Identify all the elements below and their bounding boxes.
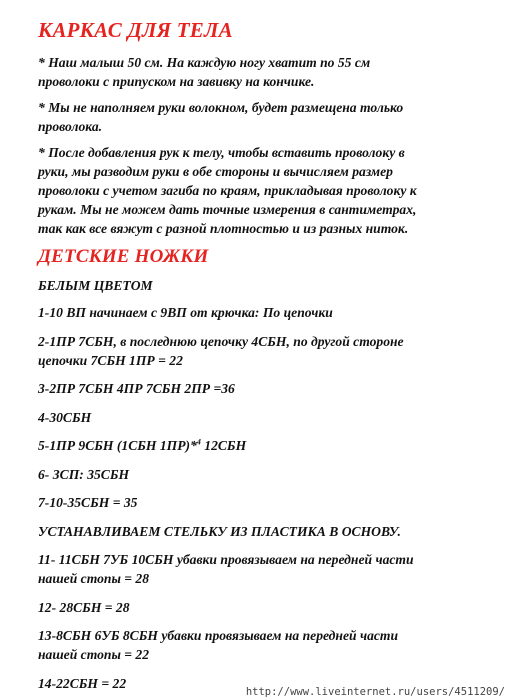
page-title: КАРКАС ДЛЯ ТЕЛА (38, 18, 233, 42)
pattern-row-12: 12- 28СБН = 28 (38, 599, 130, 615)
pattern-row-7: 7-10-35СБН = 35 (38, 495, 138, 510)
note-3-line-4: рукам. Мы не можем дать точные измерения в сантиметрах, (38, 202, 417, 217)
note-2 (38, 98, 493, 136)
pattern-row-5-end: 12СБН (200, 438, 247, 453)
pattern-row-11-line-1: 11- 11СБН 7УБ 10СБН убавки провязываем на передней части (38, 552, 414, 567)
watermark-url: http://www.liveinternet.ru/users/4511209/ (245, 686, 505, 698)
pattern-row-5-start: 5-1ПР 9СБН (1СБН 1ПР)* (38, 438, 197, 453)
section-title: ДЕТСКИЕ НОЖКИ (38, 246, 209, 267)
pattern-row-3: 3-2ПР 7СБН 4ПР 7СБН 2ПР =36 (38, 381, 235, 396)
pattern-row-6: 6- ЗСП: 35СБН (38, 466, 130, 482)
note-3-line-5: так как все вяжут с разной плотностью и из разных ниток. (38, 221, 409, 236)
note-2-line-1: * Мы не наполняем руки волокном, будет размещена только (38, 100, 404, 115)
note-3-line-3: проволоки с учетом загиба по краям, прикладывая проволоку к (38, 183, 417, 198)
pattern-row-14: 14-22СБН = 22 (38, 675, 127, 691)
note-3-line-2: руки, мы разводим руки в обе стороны и вычисляем размер (38, 164, 393, 179)
pattern-row-13-line-1: 13-8СБН 6УБ 8СБН убавки провязываем на передней части (38, 628, 399, 643)
pattern-row-5 (38, 436, 493, 455)
pattern-row-13 (38, 626, 493, 664)
note-1 (38, 53, 493, 91)
pattern-row-2 (38, 332, 493, 370)
pattern-row-2-line-1: 2-1ПР 7СБН, в последнюю цепочку 4СБН, по другой стороне (38, 333, 404, 349)
pattern-row-2-line-2: цепочки 7СБН 1ПР = 22 (38, 352, 183, 368)
note-3-line-1: * После добавления рук к телу, чтобы вставить проволоку в (38, 145, 405, 160)
pattern-row-11-line-2: нашей стопы = 28 (38, 571, 150, 586)
note-1-line-2: проволоки с припуском на завивку на кончике. (38, 74, 315, 89)
note-3 (38, 143, 493, 238)
note-2-line-2: проволока. (38, 119, 103, 134)
pattern-row-5-repeat: 4 (196, 437, 201, 447)
pattern-row-4: 4-30СБН (38, 409, 92, 425)
note-1-line-1: * Наш малыш 50 см. На каждую ногу хватит по 55 см (38, 55, 371, 70)
pattern-row-13-line-2: нашей стопы = 22 (38, 647, 150, 662)
insole-instruction: УСТАНАВЛИВАЕМ СТЕЛЬКУ ИЗ ПЛАСТИКА В ОСНОВУ. (38, 523, 401, 539)
pattern-row-1: 1-10 ВП начинаем с 9ВП от крючка: По цепочки (38, 305, 333, 320)
pattern-row-11 (38, 550, 493, 588)
color-label: БЕЛЫМ ЦВЕТОМ (38, 278, 153, 293)
